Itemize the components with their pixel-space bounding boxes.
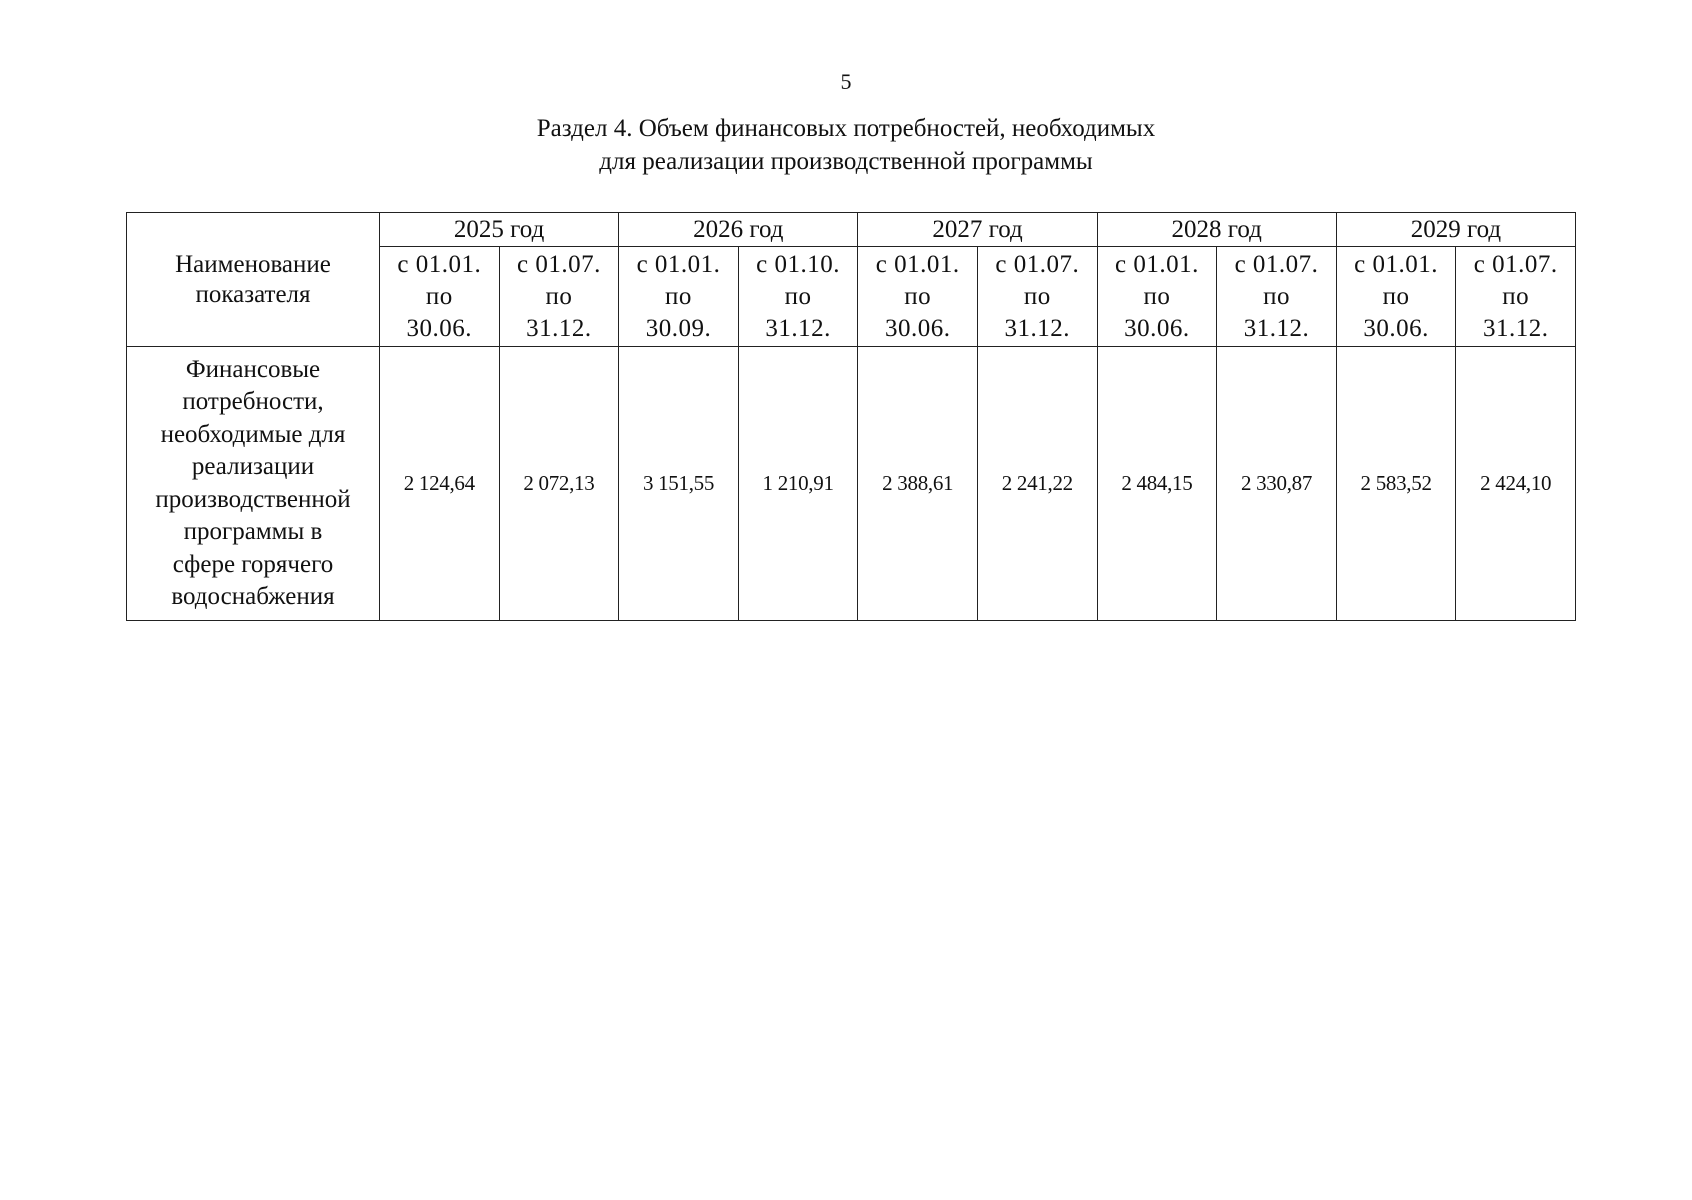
indicator-name-line: необходимые для xyxy=(160,420,346,448)
period-header xyxy=(499,247,619,347)
period-to: 30.06. xyxy=(1363,314,1429,342)
indicator-name-line: программы в xyxy=(183,518,323,545)
financial-needs-table xyxy=(126,212,1576,621)
value-cell: 2 124,64 xyxy=(380,347,500,621)
value-cell: 2 424,10 xyxy=(1456,347,1576,621)
period-mid: по xyxy=(665,282,692,310)
period-to: 31.12. xyxy=(1004,314,1071,342)
period-to: 30.06. xyxy=(884,314,951,342)
year-header: 2026 год xyxy=(619,213,858,247)
section-title-line-2: для реализации производственной программы xyxy=(599,148,1093,175)
table-row xyxy=(127,347,1576,621)
indicator-name-header-line: показателя xyxy=(195,280,311,308)
period-mid: по xyxy=(1143,282,1171,310)
period-from: с 01.07. xyxy=(1234,250,1319,278)
period-mid: по xyxy=(545,282,573,310)
value-cell: 1 210,91 xyxy=(738,347,858,621)
value-cell: 2 583,52 xyxy=(1336,347,1456,621)
period-from: с 01.01. xyxy=(636,250,721,278)
period-mid: по xyxy=(425,282,453,310)
period-header xyxy=(1456,247,1576,347)
indicator-name-line: производственной xyxy=(155,485,351,513)
year-header: 2029 год xyxy=(1336,213,1575,247)
year-header: 2025 год xyxy=(380,213,619,247)
period-to: 30.06. xyxy=(406,314,473,342)
indicator-name-line: реализации xyxy=(191,453,315,480)
period-from: с 01.01. xyxy=(1354,250,1439,278)
period-to: 31.12. xyxy=(1482,314,1549,342)
period-mid: по xyxy=(1023,282,1051,310)
period-from: с 01.01. xyxy=(1114,250,1199,278)
indicator-name-header-line: Наименование xyxy=(175,250,331,278)
period-header xyxy=(1217,247,1337,347)
year-header: 2028 год xyxy=(1097,213,1336,247)
period-header xyxy=(978,247,1098,347)
indicator-name-line: водоснабжения xyxy=(171,583,335,610)
indicator-name-line: потребности, xyxy=(182,388,324,415)
indicator-name-header xyxy=(127,213,380,347)
section-title-line-1: Раздел 4. Объем финансовых потребностей, необходимых xyxy=(536,115,1156,142)
indicator-name-line: сфере горячего xyxy=(172,550,334,578)
period-mid: по xyxy=(904,282,932,310)
value-cell: 2 484,15 xyxy=(1097,347,1217,621)
indicator-name-line: Финансовые xyxy=(185,355,321,383)
period-header xyxy=(858,247,978,347)
period-from: с 01.01. xyxy=(875,250,960,278)
period-to: 30.09. xyxy=(645,314,712,342)
period-header xyxy=(1336,247,1456,347)
period-from: с 01.01. xyxy=(397,250,482,278)
section-title xyxy=(0,112,1692,178)
period-to: 30.06. xyxy=(1124,314,1190,342)
period-from: с 01.10. xyxy=(756,250,841,278)
period-to: 31.12. xyxy=(765,314,831,342)
period-mid: по xyxy=(1263,282,1290,310)
page-number: 5 xyxy=(840,69,852,94)
value-cell: 2 330,87 xyxy=(1217,347,1337,621)
period-from: с 01.07. xyxy=(1473,250,1558,278)
value-cell: 3 151,55 xyxy=(619,347,739,621)
period-header xyxy=(380,247,500,347)
period-mid: по xyxy=(784,282,812,310)
period-from: с 01.07. xyxy=(995,250,1080,278)
period-header xyxy=(1097,247,1217,347)
year-header: 2027 год xyxy=(858,213,1097,247)
period-to: 31.12. xyxy=(1243,314,1310,342)
period-mid: по xyxy=(1502,282,1530,310)
period-mid: по xyxy=(1382,282,1410,310)
value-cell: 2 072,13 xyxy=(499,347,619,621)
indicator-name-cell xyxy=(127,347,380,621)
value-cell: 2 388,61 xyxy=(858,347,978,621)
value-cell: 2 241,22 xyxy=(978,347,1098,621)
period-header xyxy=(738,247,858,347)
period-from: с 01.07. xyxy=(516,250,601,278)
period-header xyxy=(619,247,739,347)
period-to: 31.12. xyxy=(526,314,592,342)
year-header-row xyxy=(127,213,1576,247)
